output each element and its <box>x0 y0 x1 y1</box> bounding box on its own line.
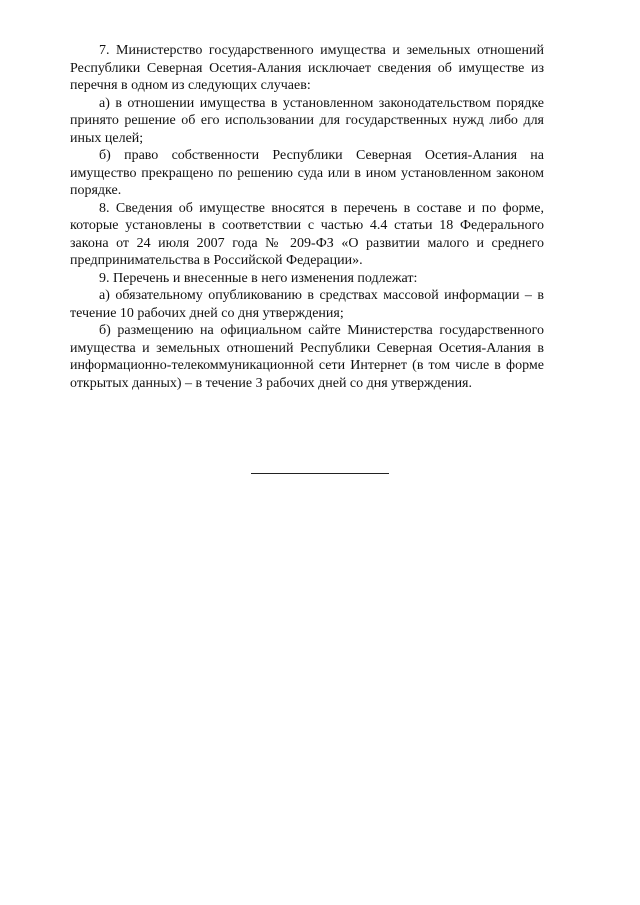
paragraph-9-a: а) обязательному опубликованию в средствах массовой информации – в течение 10 рабочих дней со дня утверждения; <box>70 288 544 321</box>
paragraph-7: 7. Министерство государственного имущества и земельных отношений Республики Северная Осетия-Алания исключает сведения об имуществе из перечня в одном из следующих случаев: <box>70 43 544 93</box>
document-body <box>70 42 544 392</box>
paragraph-8: 8. Сведения об имуществе вносятся в перечень в составе и по форме, которые установлены в соответствии с частью 4.4 статьи 18 Федерального закона от 24 июля 2007 года № 209-ФЗ «О развитии малого и среднего предпринимательства в Российской Федерации». <box>70 200 544 268</box>
paragraph-9: 9. Перечень и внесенные в него изменения подлежат: <box>99 270 418 286</box>
paragraph-7-b: б) право собственности Республики Северная Осетия-Алания на имущество прекращено по решению суда или в ином установленном законом порядке. <box>70 148 544 198</box>
paragraph-9-b: б) размещению на официальном сайте Министерства государственного имущества и земельных отношений Республики Северная Осетия-Алания в информационно-телекоммуникационной сети Интернет (в том числе в форме открытых данных) – в течение 3 рабочих дней со дня утверждения. <box>70 323 544 391</box>
end-separator-line <box>251 473 389 474</box>
paragraph-7-a: а) в отношении имущества в установленном законодательством порядке принято решение об его использовании для государственных нужд либо для иных целей; <box>70 95 544 146</box>
